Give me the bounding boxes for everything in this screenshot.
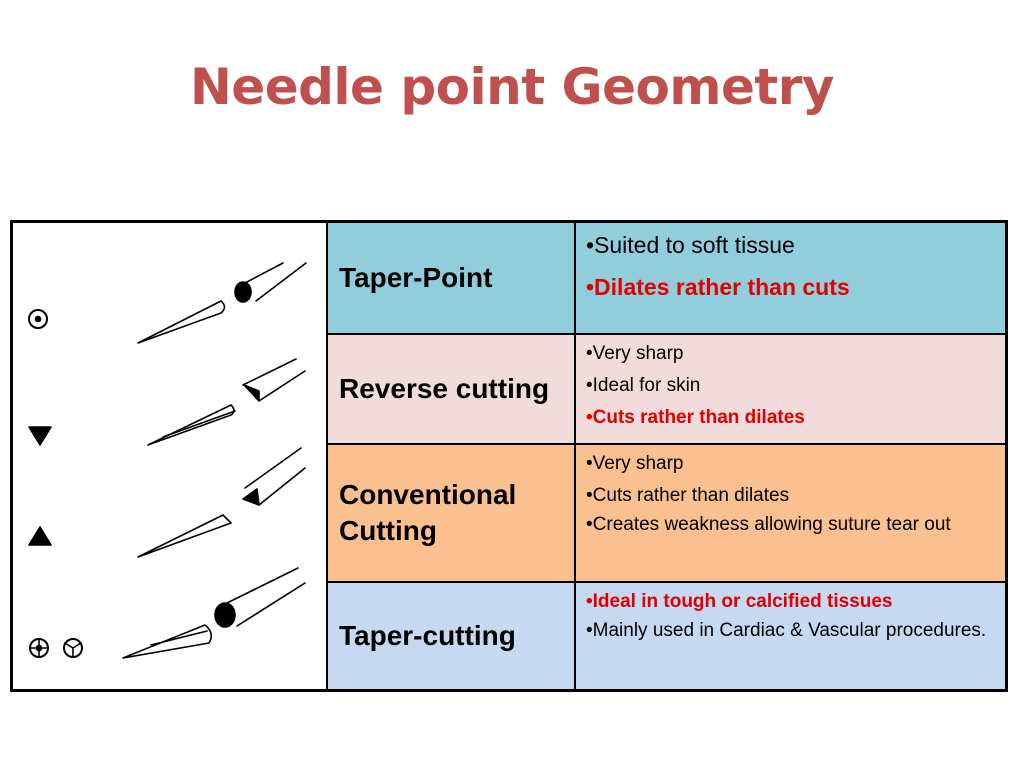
needle-properties bbox=[576, 583, 1005, 689]
needle-properties bbox=[576, 335, 1005, 443]
table-row bbox=[328, 583, 1005, 689]
table-row bbox=[328, 335, 1005, 443]
needle-type-label: Taper-Point bbox=[328, 223, 576, 333]
needle-geometry-table bbox=[10, 220, 1008, 692]
table-row bbox=[328, 445, 1005, 581]
needle-type-label: Reverse cutting bbox=[328, 335, 576, 443]
property-item: •Cuts rather than dilates bbox=[586, 485, 790, 506]
needle-diagram-cell bbox=[13, 223, 328, 689]
circle-dot-icon bbox=[29, 310, 47, 328]
conventional-cutting-needle-icon bbox=[138, 448, 305, 557]
needle-properties bbox=[576, 223, 1005, 333]
needle-properties bbox=[576, 445, 1005, 581]
property-item: •Suited to soft tissue bbox=[586, 232, 795, 258]
needle-diagram bbox=[13, 223, 326, 689]
property-item: •Mainly used in Cardiac & Vascular procedures. bbox=[586, 620, 987, 641]
circle-cross-icon bbox=[30, 639, 48, 657]
taper-cutting-needle-icon bbox=[123, 568, 305, 658]
triangle-up-icon bbox=[29, 527, 51, 545]
needle-type-label: Conventional Cutting bbox=[328, 445, 576, 581]
property-item: •Creates weakness allowing suture tear out bbox=[586, 514, 951, 535]
page-title: Needle point Geometry bbox=[189, 58, 835, 116]
triangle-down-icon bbox=[29, 427, 51, 445]
taper-point-needle-icon bbox=[138, 263, 306, 343]
needle-type-label: Taper-cutting bbox=[328, 583, 576, 689]
property-item: •Very sharp bbox=[586, 453, 684, 474]
table-row bbox=[328, 223, 1005, 333]
circle-y-icon bbox=[64, 639, 82, 657]
reverse-cutting-needle-icon bbox=[148, 359, 305, 445]
property-item-highlight: •Dilates rather than cuts bbox=[586, 274, 850, 300]
property-item-highlight: •Ideal in tough or calcified tissues bbox=[586, 591, 893, 612]
property-item: •Very sharp bbox=[586, 343, 684, 364]
property-item-highlight: •Cuts rather than dilates bbox=[586, 407, 805, 428]
property-item: •Ideal for skin bbox=[586, 375, 701, 396]
